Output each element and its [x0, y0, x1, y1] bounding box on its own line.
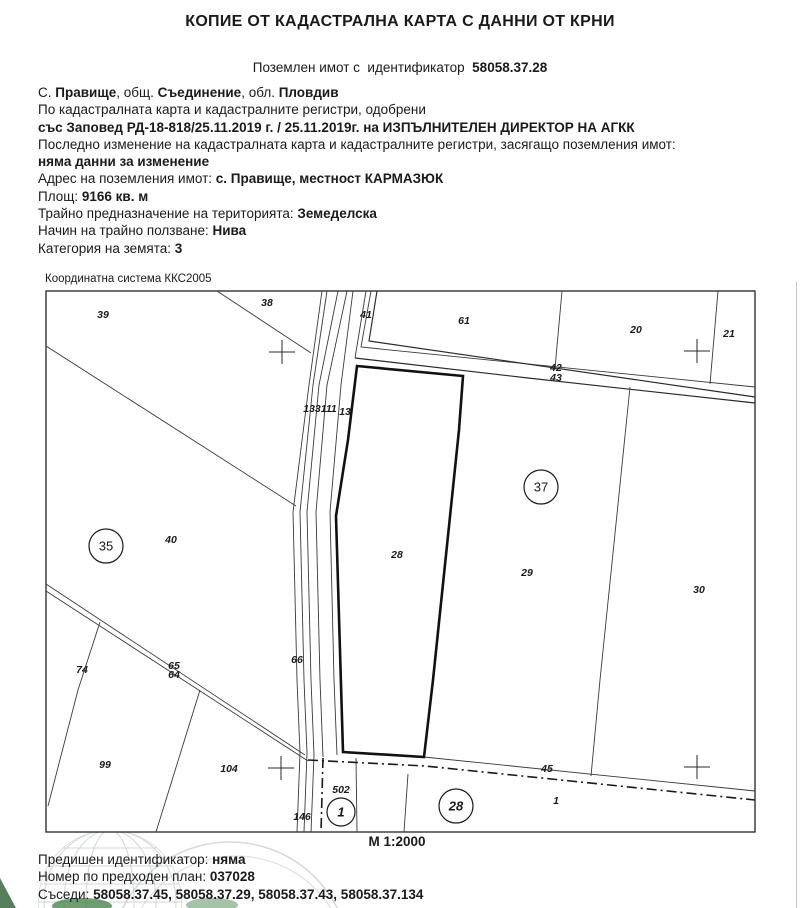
parcel-number-label: 64 [168, 669, 180, 681]
parcel-number-label: 45 [541, 763, 553, 775]
parcel-number-label: 13 [339, 406, 351, 418]
info-line: По кадастралната карта и кадастралните регистри, одобрени [38, 102, 426, 118]
region-number-label: 37 [533, 479, 549, 495]
parcel-number-label: 30 [693, 584, 705, 596]
parcel-number-label: 133111 [303, 403, 337, 415]
subtitle-prefix: Поземлен имот с идентификатор [252, 60, 465, 75]
parcel-number-label: 99 [99, 759, 111, 771]
parcel-number-label: 42 [550, 362, 562, 374]
map-frame [46, 291, 755, 832]
subtitle [0, 60, 800, 75]
parcel-number-label: 28 [391, 549, 403, 561]
info-line: няма данни за изменение [38, 154, 210, 170]
info-line: Площ: 9166 кв. м [38, 188, 149, 204]
parcel-number-label: 39 [97, 309, 109, 321]
parcel-number-label: 61 [458, 315, 470, 327]
footer-info-block [38, 851, 778, 903]
parcel-number-label: 38 [261, 297, 273, 309]
parcel-number-label: 1 [553, 795, 559, 807]
info-line: Трайно предназначение на територията: Земеделска [38, 206, 377, 222]
info-line: С. Правище, общ. Съединение, обл. Пловдив [38, 85, 339, 100]
page-edge-line [796, 282, 797, 908]
info-line: Адрес на поземления имот: с. Правище, местност КАРМАЗЮК [38, 171, 444, 187]
parcel-number-label: 146 [293, 811, 311, 823]
parcel-number-label: 65 [168, 660, 180, 672]
region-number-label: 28 [448, 798, 464, 814]
region-number-label: 1 [337, 804, 345, 820]
footer-line: Номер по предходен план: 037028 [38, 869, 255, 885]
parcel-number-label: 74 [76, 664, 88, 676]
parcel-number-label: 104 [220, 763, 238, 775]
region-number-label: 35 [98, 538, 114, 554]
parcel-number-label: 21 [723, 328, 735, 340]
info-line: Категория на земята: 3 [38, 240, 183, 256]
property-info-block [38, 84, 778, 257]
parcel-number-label: 43 [550, 372, 562, 384]
parcel-number-label: 66 [291, 654, 303, 666]
parcel-number-label: 20 [630, 324, 642, 336]
parcel-number-label: 502 [332, 784, 350, 796]
parcel-number-label: 29 [521, 567, 533, 579]
info-line: със Заповед РД-18-818/25.11.2019 г. / 25.11.2019г. на ИЗПЪЛНИТЕЛЕН ДИРЕКТОР НА АГКК [38, 119, 635, 135]
document-title: КОПИЕ ОТ КАДАСТРАЛНА КАРТА С ДАННИ ОТ КРНИ [185, 13, 615, 30]
parcel-number-label: 41 [360, 309, 372, 321]
property-identifier: 58058.37.28 [472, 60, 548, 75]
map-scale-label: М 1:2000 [368, 834, 426, 849]
parcel-number-label: 40 [165, 534, 177, 546]
coordinate-system-label: Координатна система ККС2005 [45, 273, 212, 285]
footer-line: Предишен идентификатор: няма [38, 852, 246, 867]
info-line: Начин на трайно ползване: Нива [38, 223, 247, 239]
footer-line: Съседи: 58058.37.45, 58058.37.29, 58058.37.43, 58058.37.134 [38, 886, 424, 902]
info-line: Последно изменение на кадастралната карта и кадастралните регистри, засягащо поземления имот: [38, 136, 676, 152]
